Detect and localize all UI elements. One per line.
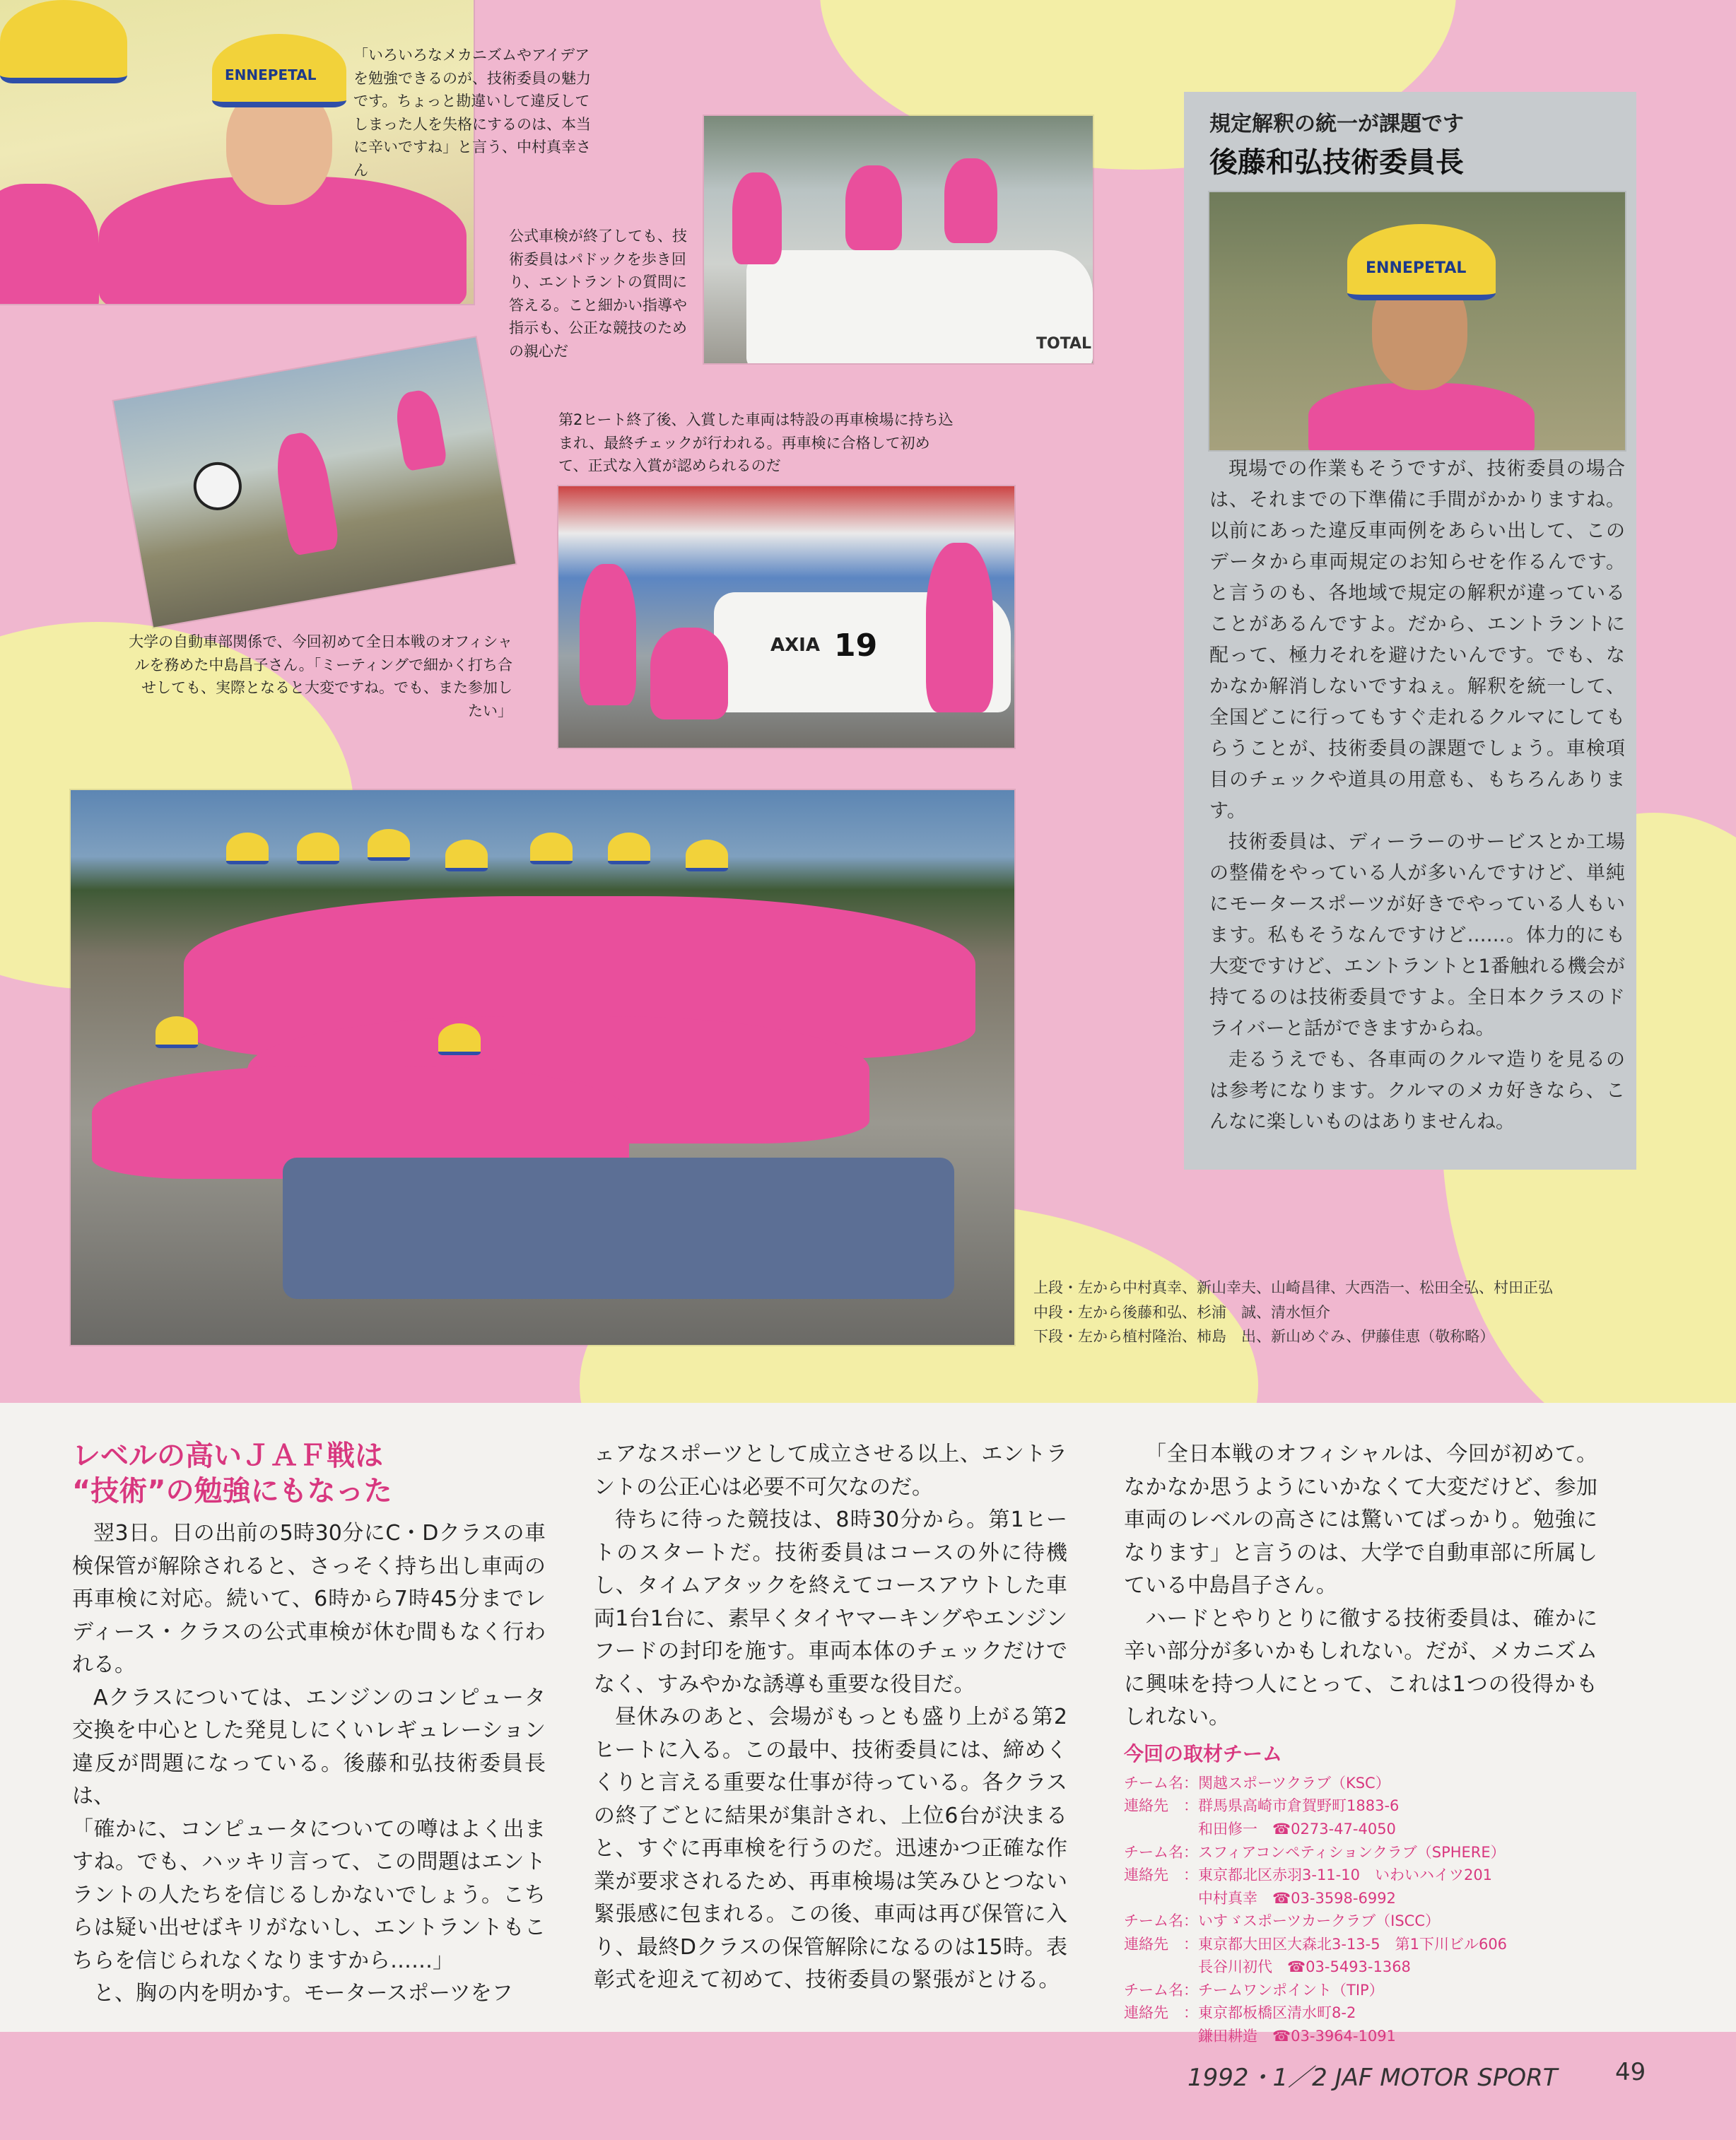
team-caption-upper: 上段・左から中村真幸、新山幸夫、山崎昌律、大西浩一、松田全弘、村田正弘 (1033, 1279, 1553, 1296)
yellow-cap (1347, 224, 1496, 300)
yellow-cap (686, 840, 728, 871)
article-paragraph: 翌3日。日の出前の5時30分にC・Dクラスの車検保管が解除されると、さっそく持ち出し車両の再車検に対応。続いて、6時から7時45分までレディース・クラスの公式車検が休む間もなく行われる。 (72, 1521, 546, 1677)
sidebar-body (1209, 454, 1625, 1138)
yellow-cap (212, 34, 346, 107)
article-column-2 (594, 1438, 1067, 1997)
yellow-cap (608, 833, 650, 864)
article-paragraph: ェアなスポーツとして成立させる以上、エントラントの公正心は必要不可欠なのだ。 (594, 1442, 1067, 1500)
team-entry: チーム名：スフィアコンペティションクラブ（SPHERE） (1124, 1843, 1506, 1861)
team-caption (1033, 1276, 1553, 1349)
sidebar-paragraph: 現場での作業もそうですが、技術委員の場合は、それまでの下準備に手間がかかりますね。以前にあった違反車両例をあらい出して、このデータから車両規定のお知らせを作るんです。と言うのも、各地域で規定の解釈が違っていることがあるんですよ。だから、エントラントに配って、極力それを避けたいんです。でも、なかなか解消しないですねぇ。解釈を統一して、全国どこに行ってもすぐ走れるクルマにしてもらうことが、技術委員の課題でしょう。車検項目のチェックや道具の用意も、もちろんあります。 (1209, 458, 1625, 822)
sidebar-interview (1184, 92, 1636, 1170)
article-column-1 (72, 1438, 546, 2011)
team-entry: チーム名：チームワンポイント（TIP） (1124, 1981, 1384, 1999)
sidebar-paragraph: 技術委員は、ディーラーのサービスとか工場の整備をやっている人が多いんですけど、単純にモータースポーツが好きでやっている人もいます。私もそうなんですけど……。体力的にも大変ですけど、エントラントと1番触れる機会が持てるのは技術委員ですよ。全日本クラスのドライバーと話ができますからね。 (1209, 831, 1625, 1040)
magazine-footer: 1992・1／2 JAF MOTOR SPORT (1187, 2064, 1558, 2092)
yellow-cap (0, 0, 127, 83)
car-number: 19 (834, 628, 878, 664)
caption-nakamura: 「いろいろなメカニズムやアイデアを勉強できるのが、技術委員の魅力です。ちょっと勘違いして違反してしまった人を失格にするのは、本当に辛いですね」と言う、中村真幸さん (353, 47, 591, 179)
photo-nakajima (114, 337, 516, 627)
team-caption-lower: 下段・左から植村隆治、柿島 出、新山めぐみ、伊藤佳恵（敬称略） (1033, 1328, 1495, 1346)
yellow-cap (368, 829, 410, 861)
jeans (283, 1158, 954, 1299)
page-number: 49 (1615, 2058, 1646, 2086)
yellow-cap (226, 833, 269, 864)
yellow-cap (530, 833, 573, 864)
sidebar-name: 後藤和弘技術委員長 (1209, 146, 1464, 179)
article-section (0, 1403, 1736, 2045)
article-paragraph: 昼休みのあと、会場がもっとも盛り上がる第2ヒートに入る。この最中、技術委員には、締めくくりと言える重要な仕事が待っている。各クラスの終了ごとに結果が集計され、上位6台が決まると、すぐに再車検を行うのだ。迅速かつ正確な作業が要求されるため、再車検場は笑みひとつない緊張感に包まれる。この後、車両は再び保管に入り、最終Dクラスの保管解除になるのは15時。表彰式を迎えて初めて、技術委員の緊張がとける。 (594, 1705, 1067, 1992)
team-list: チーム名：関越スポーツクラブ（KSC） 連絡先 ：群馬県高崎市倉賀野町1883-6 和田修一 ☎0273-47-4050 チーム名：スフィアコンペティションクラブ（SPHERE） 連絡先 ：東京都北区赤羽3-11-10 いわいハイツ201 中村真幸 ☎03-3598-6992 チーム名：いすゞスポーツカークラブ（ISCC） 連絡先 ：東京都大田区大森北3-13-5 第1下川ビル606 長谷川初代 ☎03-5493-1368 チーム名：チームワンポイント（TIP） 連絡先 ：東京都板橋区清水町8-2 鎌田耕造 ☎03-3964-1091 (1124, 1772, 1597, 2048)
team-entry: チーム名：関越スポーツクラブ（KSC） (1124, 1774, 1390, 1792)
article-paragraph: 「確かに、コンピュータについての噂はよく出ますね。でも、ハッキリ言って、この問題はエントラントの人たちを信じるしかないでしょう。こちらは疑い出せばキリがないし、エントラントもこちらを信じられなくなりますから……」 (72, 1816, 546, 1973)
caption-nakajima: 大学の自動車部関係で、今回初めて全日本戦のオフィシャルを務めた中島昌子さん。「ミーティングで細かく打ち合せしても、実際となると大変ですね。でも、また参加したい」 (129, 633, 512, 719)
yellow-cap (297, 833, 339, 864)
cap-logo: ENNEPETAL (225, 66, 317, 83)
yellow-cap (438, 1023, 481, 1055)
photo-paddock (704, 116, 1093, 363)
photo-team (71, 790, 1014, 1345)
article-paragraph: Aクラスについては、エンジンのコンピュータ交換を中心とした発見しにくいレギュレーション違反が問題になっている。後藤和弘技術委員長は、 (72, 1685, 546, 1809)
article-column-3 (1124, 1438, 1597, 2047)
article-paragraph: ハードとやりとりに徹する技術委員は、確かに辛い部分が多いかもしれない。だが、メカニズムに興味を持つ人にとって、これは1つの役得かもしれない。 (1124, 1606, 1597, 1729)
photo-reinspection (558, 486, 1014, 748)
team-caption-middle: 中段・左から後藤和弘、杉浦 誠、清水恒介 (1033, 1303, 1330, 1321)
caption-paddock: 公式車検が終了しても、技術委員はパドックを歩き回り、エントラントの質問に答える。こと細かい指導や指示も、公正な競技のための親心だ (509, 228, 687, 360)
article-paragraph: 待ちに待った競技は、8時30分から。第1ヒートのスタートだ。技術委員はコースの外に待機し、タイムアタックを終えてコースアウトした車両1台1台に、素早くタイヤマーキングやエンジンフードの封印を施す。車両本体のチェックだけでなく、すみやかな誘導も重要な役目だ。 (594, 1507, 1067, 1697)
sign-post (189, 459, 245, 515)
photo-goto (1209, 192, 1625, 450)
team-list-heading: 今回の取材チーム (1124, 1741, 1283, 1765)
article-headline: レベルの高いＪＡＦ戦は “技術”の勉強にもなった (72, 1440, 392, 1507)
caption-reinspection: 第2ヒート終了後、入賞した車両は特設の再車検場に持ち込まれ、最終チェックが行われる。再車検に合格して初めて、正式な入賞が認められるのだ (558, 411, 954, 475)
sidebar-title: 規定解釈の統一が課題です (1209, 112, 1464, 136)
article-paragraph: と、胸の内を明かす。モータースポーツをフ (93, 1981, 513, 2006)
team-entry: チーム名：いすゞスポーツカークラブ（ISCC） (1124, 1912, 1441, 1930)
article-paragraph: 「全日本戦のオフィシャルは、今回が初めて。なかなか思うようにいかなくて大変だけど、参加車両のレベルの高さには驚いてばっかり。勉強になります」と言うのは、大学で自動車部に所属している中島昌子さん。 (1124, 1442, 1597, 1598)
cap-logo: ENNEPETAL (1366, 259, 1467, 277)
yellow-cap (445, 840, 488, 871)
yellow-cap (156, 1016, 198, 1048)
sidebar-paragraph: 走るうえでも、各車両のクルマ造りを見るのは参考になります。クルマのメカ好きなら、こんなに楽しいものはありませんね。 (1209, 1049, 1625, 1133)
total-sign: TOTAL (1036, 335, 1092, 353)
car-sponsor: AXIA (770, 635, 820, 656)
